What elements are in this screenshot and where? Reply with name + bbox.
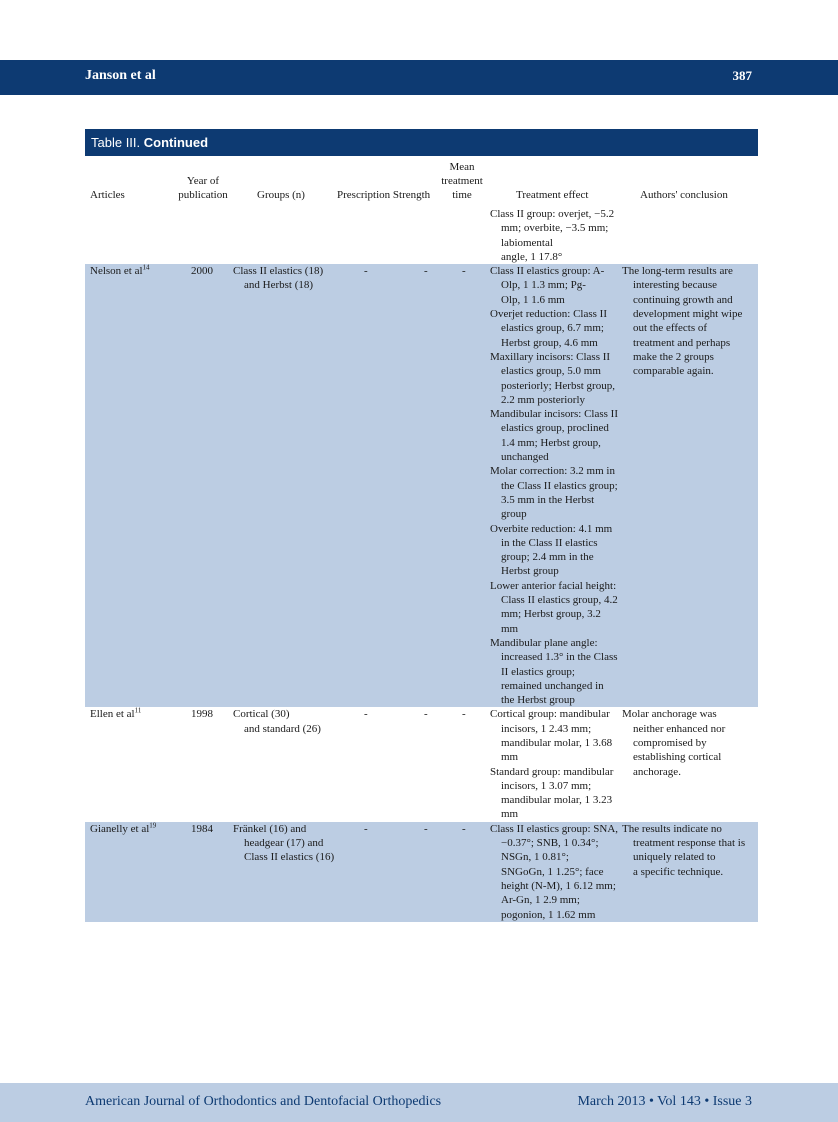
treatment-effect-line: Class II elastics group: SNA,	[490, 822, 619, 835]
col-header-mean-time	[437, 160, 487, 202]
groups-cell	[233, 707, 343, 736]
treatment-effect-item	[490, 464, 625, 521]
treatment-effect-line: 2.2 mm posteriorly	[501, 393, 586, 406]
empty-value-dash: -	[462, 265, 466, 278]
table-title-suffix: Continued	[143, 135, 209, 150]
treatment-effect-line: elastics group, 5.0 mm	[501, 365, 601, 378]
treatment-effect-line: mandibular molar, 1 3.23	[501, 794, 613, 807]
conclusion-line: make the 2 groups	[633, 350, 714, 363]
article-name: Nelson et al	[90, 265, 143, 278]
treatment-effect-line: Olp, 1 1.3 mm; Pg-	[501, 279, 586, 292]
treatment-effect-line: mm; Herbst group, 3.2	[501, 608, 601, 621]
conclusion-line: treatment response that is	[633, 837, 746, 850]
treatment-effect-item	[490, 522, 625, 579]
treatment-effect-item	[490, 707, 625, 764]
conclusion-line: continuing growth and	[633, 293, 733, 306]
conclusion-line: anchorage.	[633, 765, 681, 778]
treatment-effect-line: II elastics group;	[501, 665, 575, 678]
treatment-effect-line: Herbst group, 4.6 mm	[501, 336, 598, 349]
table-title	[85, 129, 758, 156]
treatment-effect-line: mandibular molar, 1 3.68	[501, 736, 613, 749]
treatment-effect-line: Class II elastics group: A-	[490, 265, 605, 278]
conclusion-line: out the effects of	[633, 322, 708, 335]
treatment-effect-cell	[490, 264, 625, 707]
treatment-effect-line: group; 2.4 mm in the	[501, 551, 594, 564]
reference-number: 11	[134, 706, 142, 715]
treatment-effect-line: Olp, 1 1.6 mm	[501, 293, 565, 306]
treatment-effect-line: pogonion, 1 1.62 mm	[501, 908, 596, 921]
treatment-effect-line: in the Class II elastics	[501, 536, 598, 549]
col-header-effect: Treatment effect	[516, 189, 589, 201]
treatment-effect-line: Class II elastics group, 4.2	[501, 594, 618, 607]
conclusion-line: interesting because	[633, 279, 717, 292]
issue-info: March 2013 • Vol 143 • Issue 3	[577, 1094, 752, 1109]
treatment-effect-cell	[490, 207, 625, 264]
treatment-effect-line: labiomental	[501, 236, 553, 249]
article-name: Ellen et al	[90, 708, 135, 721]
treatment-effect-line: angle, 1 17.8°	[501, 250, 563, 263]
treatment-effect-line: posteriorly; Herbst group,	[501, 379, 615, 392]
conclusion-cell	[622, 822, 758, 879]
treatment-effect-line: incisors, 1 3.07 mm;	[501, 779, 592, 792]
treatment-effect-line: elastics group, proclined	[501, 422, 609, 435]
running-header-authors: Janson et al	[85, 68, 156, 83]
treatment-effect-line: height (N-M), 1 6.12 mm;	[501, 879, 616, 892]
treatment-effect-line: Maxillary incisors: Class II	[490, 350, 611, 363]
treatment-effect-item	[490, 264, 625, 307]
table-row	[85, 707, 758, 821]
conclusion-line: a specific technique.	[633, 865, 724, 878]
treatment-effect-line: incisors, 1 2.43 mm;	[501, 722, 592, 735]
empty-value-dash: -	[364, 265, 368, 278]
table-header	[85, 160, 758, 204]
reference-number: 14	[142, 263, 150, 272]
conclusion-line: establishing cortical	[633, 751, 722, 764]
groups-line: Class II elastics (18)	[233, 265, 324, 278]
treatment-effect-line: 3.5 mm in the Herbst	[501, 493, 595, 506]
col-header-year-line: Year of	[186, 175, 220, 187]
page-number: 387	[732, 68, 752, 83]
treatment-effect-line: Standard group: mandibular	[490, 765, 614, 778]
article-cell	[90, 264, 180, 278]
journal-name: American Journal of Orthodontics and Dentofacial Orthopedics	[85, 1094, 442, 1109]
treatment-effect-line: Herbst group	[501, 565, 559, 578]
conclusion-line: treatment and perhaps	[633, 336, 731, 349]
col-header-year	[173, 174, 233, 202]
table-body	[85, 207, 758, 922]
col-header-conclusion: Authors' conclusion	[640, 189, 728, 201]
groups-line: and Herbst (18)	[244, 279, 314, 292]
article-cell	[90, 822, 180, 836]
treatment-effect-item	[490, 350, 625, 407]
treatment-effect-line: mm	[501, 751, 519, 764]
treatment-effect-line: Cortical group: mandibular	[490, 708, 610, 721]
conclusion-cell	[622, 264, 758, 378]
treatment-effect-line: SNGoGn, 1 1.25°; face	[501, 865, 604, 878]
treatment-effect-line: mm	[501, 622, 519, 635]
treatment-effect-line: Lower anterior facial height:	[490, 579, 617, 592]
treatment-effect-line: Overbite reduction: 4.1 mm	[490, 522, 613, 535]
running-footer	[0, 1083, 838, 1122]
treatment-effect-item	[490, 207, 625, 264]
article-name: Gianelly et al	[90, 822, 150, 835]
reference-number: 19	[149, 821, 157, 830]
groups-cell	[233, 822, 343, 865]
empty-value-dash: -	[462, 822, 466, 835]
conclusion-line: comparable again.	[633, 365, 714, 378]
treatment-effect-line: group	[501, 508, 527, 521]
treatment-effect-line: increased 1.3° in the Class	[501, 651, 618, 664]
col-header-articles: Articles	[90, 189, 125, 201]
treatment-effect-cell	[490, 707, 625, 821]
treatment-effect-line: Class II group: overjet, −5.2	[490, 208, 615, 220]
conclusion-line: development might wipe	[633, 308, 743, 321]
treatment-effect-line: the Herbst group	[501, 694, 575, 707]
groups-line: Cortical (30)	[233, 708, 290, 721]
treatment-effect-line: 1.4 mm; Herbst group,	[501, 436, 601, 449]
conclusion-line: neither enhanced nor	[633, 722, 726, 735]
conclusion-cell	[622, 707, 758, 778]
treatment-effect-line: elastics group, 6.7 mm;	[501, 322, 604, 335]
conclusion-line: uniquely related to	[633, 851, 716, 864]
conclusion-line: Molar anchorage was	[622, 708, 717, 721]
treatment-effect-item	[490, 307, 625, 350]
treatment-effect-line: Mandibular plane angle:	[490, 636, 598, 649]
treatment-effect-line: remained unchanged in	[501, 679, 604, 692]
groups-line: Fränkel (16) and	[233, 822, 307, 835]
groups-line: and standard (26)	[244, 722, 321, 735]
treatment-effect-line: Molar correction: 3.2 mm in	[490, 465, 615, 478]
col-header-year-line: publication	[178, 189, 228, 201]
conclusion-line: The results indicate no	[622, 822, 722, 835]
treatment-effect-line: −0.37°; SNB, 1 0.34°;	[501, 837, 599, 850]
treatment-effect-item	[490, 765, 625, 822]
treatment-effect-line: the Class II elastics group;	[501, 479, 618, 492]
treatment-effect-line: Ar-Gn, 1 2.9 mm;	[501, 894, 580, 907]
treatment-effect-line: mm; overbite, −3.5 mm;	[501, 222, 609, 235]
treatment-effect-line: unchanged	[501, 451, 549, 464]
groups-line: headgear (17) and	[244, 837, 324, 850]
table-title-prefix: Table III.	[91, 135, 141, 150]
empty-value-dash: -	[364, 822, 368, 835]
running-header	[0, 60, 838, 95]
groups-line: Class II elastics (16)	[244, 851, 335, 864]
col-header-groups: Groups (n)	[257, 189, 305, 201]
empty-value-dash: -	[424, 708, 428, 721]
treatment-effect-item	[490, 636, 625, 707]
treatment-effect-line: NSGn, 1 0.81°;	[501, 851, 569, 864]
table-row	[85, 264, 758, 707]
col-header-mean-line: time	[452, 189, 472, 201]
col-header-mean-line: Mean	[449, 161, 475, 173]
empty-value-dash: -	[424, 265, 428, 278]
year-cell: 2000	[191, 265, 213, 278]
treatment-effect-line: Overjet reduction: Class II	[490, 308, 607, 321]
treatment-effect-line: mm	[501, 808, 519, 821]
conclusion-line: compromised by	[633, 736, 707, 749]
treatment-effect-item	[490, 822, 625, 922]
col-header-mean-line: treatment	[441, 175, 483, 187]
treatment-effect-cell	[490, 822, 625, 922]
empty-value-dash: -	[364, 708, 368, 721]
empty-value-dash: -	[462, 708, 466, 721]
treatment-effect-line: Mandibular incisors: Class II	[490, 408, 619, 421]
table-row	[85, 207, 758, 264]
treatment-effect-item	[490, 407, 625, 464]
conclusion-line: The long-term results are	[622, 265, 733, 278]
year-cell: 1998	[191, 708, 213, 721]
empty-value-dash: -	[424, 822, 428, 835]
groups-cell	[233, 264, 343, 293]
table-row	[85, 822, 758, 922]
col-header-prescription: Prescription Strength	[337, 189, 431, 201]
treatment-effect-item	[490, 579, 625, 636]
article-cell	[90, 707, 180, 721]
year-cell: 1984	[191, 822, 213, 835]
